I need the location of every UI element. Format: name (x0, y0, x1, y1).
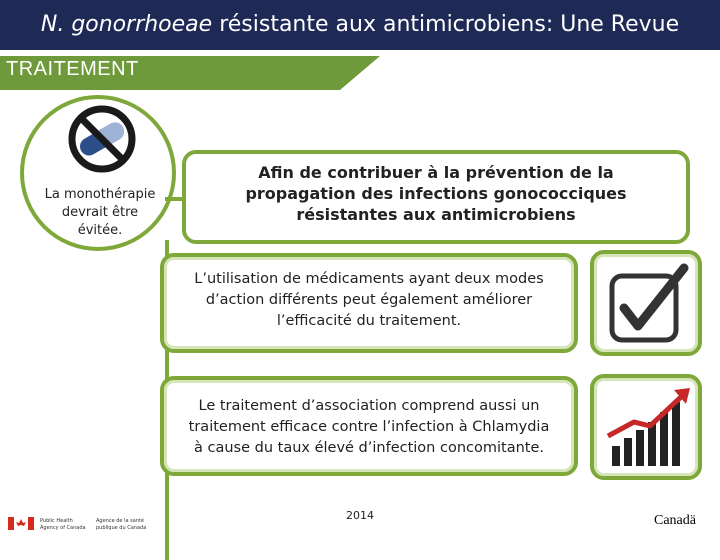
checkmark-icon (594, 254, 698, 352)
page-title-italic: N. gonorrhoeae (40, 12, 213, 37)
canada-wordmark: Canadä (654, 513, 696, 528)
gov-fr-line1: Agence de la santé (96, 518, 145, 524)
no-pill-icon (65, 104, 140, 174)
monotherapy-text: La monothérapie devrait être évitée. (44, 187, 156, 238)
gov-en-line1: Public Health (40, 518, 73, 524)
page-title (0, 0, 720, 50)
gov-en-line2: Agency of Canada (40, 525, 86, 531)
combination-box: Le traitement d’association comprend aussi un traitement efficace contre l’infection à Chlamydia à cause du taux élevé d’infection concomitante. (160, 376, 578, 476)
prevention-box: Afin de contribuer à la prévention de la propagation des infections gonococciques résistantes aux antimicrobiens (182, 150, 690, 244)
gov-fr-line2: publique du Canada (96, 525, 147, 531)
check-box (590, 250, 702, 356)
title-bar (0, 0, 720, 50)
year-label: 2014 (346, 509, 374, 522)
government-signature (8, 513, 158, 535)
dual-action-box: L’utilisation de médicaments ayant deux modes d’action différents peut également améliorer l’efficacité du traitement. (160, 253, 578, 353)
page-title-rest: résistante aux antimicrobiens: Une Revue (212, 12, 680, 37)
section-label: TRAITEMENT (6, 58, 139, 80)
growth-box (590, 374, 702, 480)
rising-chart-icon (594, 378, 698, 476)
canada-flag-icon (8, 517, 34, 530)
